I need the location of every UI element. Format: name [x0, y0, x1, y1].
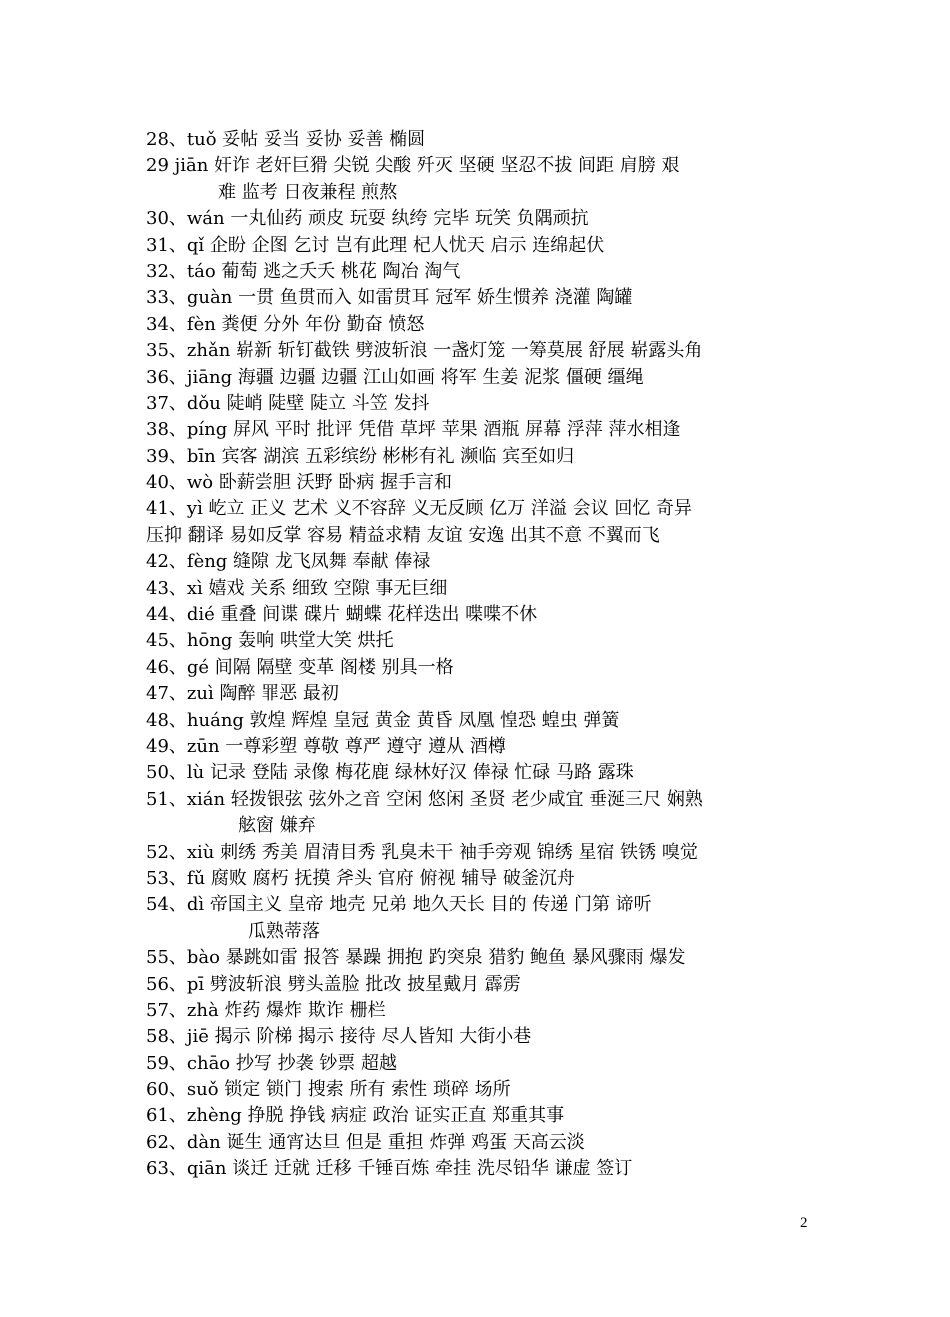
list-item: 40、wò 卧薪尝胆 沃野 卧病 握手言和: [146, 472, 453, 494]
list-item: 53、fǔ 腐败 腐朽 抚摸 斧头 官府 俯视 辅导 破釜沉舟: [146, 867, 575, 889]
list-item: 28、tuǒ 妥帖 妥当 妥协 妥善 椭圆: [146, 129, 426, 150]
list-item: 36、jiāng 海疆 边疆 边疆 江山如画 将军 生姜 泥浆 僵硬 缰绳: [146, 366, 644, 388]
list-item: 29 jiān 奸诈 老奸巨猾 尖锐 尖酸 歼灭 坚硬 坚忍不拔 间距 肩膀 艰: [146, 155, 680, 177]
list-item: 33、guàn 一贯 鱼贯而入 如雷贯耳 冠军 娇生惯养 浇灌 陶罐: [146, 287, 633, 309]
list-item-continuation: 压抑 翻译 易如反掌 容易 精益求精 友谊 安逸 出其不意 不翼而飞: [146, 524, 660, 546]
list-item-continuation: 瓜熟蒂落: [248, 920, 320, 942]
list-item: 57、zhà 炸药 爆炸 欺诈 栅栏: [146, 999, 386, 1021]
list-item: 31、qǐ 企盼 企图 乞讨 岂有此理 杞人忧天 启示 连绵起伏: [146, 234, 605, 256]
list-item: 54、dì 帝国主义 皇帝 地壳 兄弟 地久天长 目的 传递 门第 谛听: [146, 894, 652, 916]
list-item: 60、suǒ 锁定 锁门 搜索 所有 索性 琐碎 场所: [146, 1079, 511, 1101]
list-item: 37、dǒu 陡峭 陡壁 陡立 斗笠 发抖: [146, 392, 430, 414]
list-item: 52、xiù 刺绣 秀美 眉清目秀 乳臭未干 袖手旁观 锦绣 星宿 铁锈 嗅觉: [146, 841, 698, 863]
list-item: 51、xián 轻拨银弦 弦外之音 空闲 悠闲 圣贤 老少咸宜 垂涎三尺 娴熟: [146, 788, 703, 810]
list-item: 55、bào 暴跳如雷 报答 暴躁 拥抱 趵突泉 猎豹 鲍鱼 暴风骤雨 爆发: [146, 947, 686, 969]
list-item: 41、yì 屹立 正义 艺术 义不容辞 义无反顾 亿万 洋溢 会议 回忆 奇异: [146, 498, 693, 520]
list-item: 32、táo 葡萄 逃之夭夭 桃花 陶冶 淘气: [146, 260, 461, 282]
list-item: 45、hōng 轰响 哄堂大笑 烘托: [146, 630, 394, 652]
list-item: 46、gé 间隔 隔壁 变革 阁楼 别具一格: [146, 656, 454, 678]
list-item: 58、jiē 揭示 阶梯 揭示 接待 尽人皆知 大街小巷: [146, 1026, 532, 1048]
list-item: 48、huáng 敦煌 辉煌 皇冠 黄金 黄昏 凤凰 惶恐 蝗虫 弹簧: [146, 709, 620, 731]
list-item: 56、pī 劈波斩浪 劈头盖脸 批改 披星戴月 霹雳: [146, 973, 521, 995]
list-item: 61、zhèng 挣脱 挣钱 病症 政治 证实正直 郑重其事: [146, 1105, 565, 1127]
list-item: 43、xì 嬉戏 关系 细致 空隙 事无巨细: [146, 577, 448, 599]
list-item: 49、zūn 一尊彩塑 尊敬 尊严 遵守 遵从 酒樽: [146, 735, 506, 757]
list-item: 62、dàn 诞生 通宵达旦 但是 重担 炸弹 鸡蛋 天高云淡: [146, 1131, 585, 1153]
list-item: 30、wán 一丸仙药 顽皮 玩耍 纨绔 完毕 玩笑 负隅顽抗: [146, 208, 589, 230]
vocabulary-list: [146, 127, 826, 1183]
list-item: 47、zuì 陶醉 罪恶 最初: [146, 683, 339, 705]
list-item: 34、fèn 粪便 分外 年份 勤奋 愤怒: [146, 313, 425, 335]
list-item: 63、qiān 谈迁 迁就 迁移 千锤百炼 牵挂 洗尽铅华 谦虚 签订: [146, 1158, 633, 1180]
list-item: 59、chāo 抄写 抄袭 钞票 超越: [146, 1052, 398, 1074]
list-item: 39、bīn 宾客 湖滨 五彩缤纷 彬彬有礼 濒临 宾至如归: [146, 445, 575, 467]
list-item-continuation: 难 监考 日夜兼程 煎熬: [218, 181, 398, 203]
list-item: 50、lù 记录 登陆 录像 梅花鹿 绿林好汉 俸禄 忙碌 马路 露珠: [146, 762, 634, 784]
list-item-continuation: 舷窗 嫌弃: [238, 815, 316, 837]
list-item: 38、píng 屏风 平时 批评 凭借 草坪 苹果 酒瓶 屏幕 浮萍 萍水相逢: [146, 419, 681, 441]
list-item: 35、zhǎn 崭新 斩钉截铁 劈波斩浪 一盏灯笼 一筹莫展 舒展 崭露头角: [146, 340, 703, 362]
list-item: 42、fèng 缝隙 龙飞凤舞 奉献 俸禄: [146, 551, 431, 573]
page-number: 2: [800, 1215, 808, 1231]
list-item: 44、dié 重叠 间谍 碟片 蝴蝶 花样迭出 喋喋不休: [146, 604, 538, 626]
